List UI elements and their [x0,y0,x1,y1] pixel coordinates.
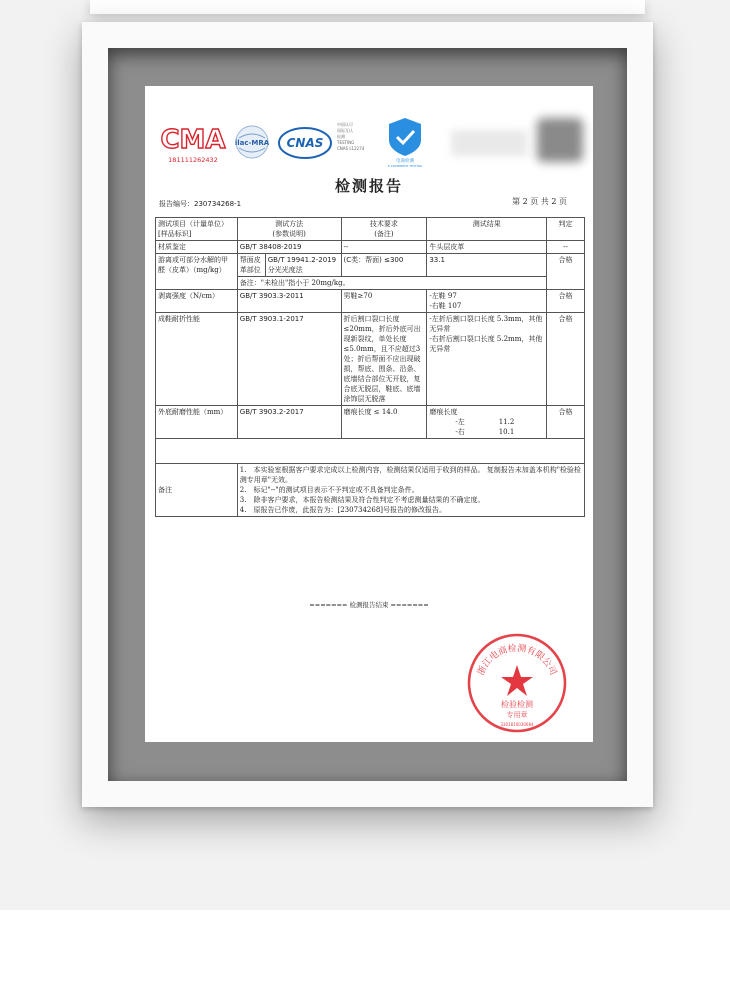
header-item: 测试项目（计量单位） [样品标识] [156,218,238,241]
table-row [156,254,585,277]
row-judgement: 合格 [547,313,585,406]
table-row [156,313,585,406]
remarks-row [156,464,585,517]
cnas-caption-line: 国际互认 [337,128,353,133]
table-row [156,290,585,313]
row-requirement: 磨痕长度 ≤ 14.0 [341,406,427,439]
cnas-text: CNAS [286,136,324,150]
row-requirement: 男鞋≥70 [341,290,427,313]
remark-line: 2. 标记"--"的测试项目表示不予判定或不具备判定条件。 [239,486,419,494]
row-item: 材质鉴定 [156,241,238,254]
row-requirement: (C类：帮面) ≤300 [341,254,427,277]
empty-cell [156,439,585,464]
row-method: GB/T 19941.2-2019 分光光度法 [265,254,341,277]
logo-row [159,116,579,166]
row-result: 牛头层皮革 [427,241,547,254]
header-requirement: 技术要求 (备注) [341,218,427,241]
seal-star-icon [501,665,533,696]
table-row [156,406,585,439]
row-method: GB/T 3903.1-2017 [237,313,341,406]
cnas-caption-line: TESTING [337,140,355,145]
row-judgement: 合格 [547,290,585,313]
row-result: -左折后割口裂口长度 5.3mm，其他无异常 -右折后割口裂口长度 5.2mm，其他无异常 [427,313,547,406]
official-seal-stamp [465,631,569,735]
cnas-caption [337,122,377,152]
cnas-caption-line: 中国认可 [337,122,353,127]
page-indicator: 第 2 页 共 2 页 [512,197,567,206]
ilac-text: ilac-MRA [234,139,270,147]
cma-logo-text: CMA [160,125,226,155]
row-judgement: 合格 [547,254,585,290]
table-header-row [156,218,585,241]
header-method: 测试方法 (参数说明) [237,218,341,241]
row-result: 33.1 [427,254,547,277]
test-results-table [155,217,585,517]
report-sheet [145,86,593,742]
report-end-marker: ======= 检测报告结束 ======= [309,601,429,609]
row-result: -左鞋 97 -右鞋 107 [427,290,547,313]
row-item: 游离或可部分水解的甲醛（皮革）（mg/kg） [156,254,238,290]
remark-line: 3. 除非客户要求，本报告检测结果及符合性判定不考虑测量结果的不确定度。 [239,496,485,504]
row-method: GB/T 3903.3-2011 [237,290,341,313]
cma-number: 181111262432 [168,156,218,164]
row-requirement: 折后割口裂口长度≤20mm，折后外底可出现新裂纹，单处长度≤5.0mm，且不应超过3处；折后帮面不应出现破损，帮底、围条、沿条、底墙结合部位无开胶，复合底无脱层，鞋底、底墙涂饰层无脱落 [341,313,427,406]
remark-line: 4. 原报告已作废，此报告为：[230734268]号报告的修改报告。 [239,506,447,514]
row-judgement: -- [547,241,585,254]
header-judgement: 判定 [547,218,585,241]
row-requirement: -- [341,241,427,254]
row-item: 外底耐磨性能（mm） [156,406,238,439]
seal-ring-text: 浙江电商检测有限公司 [476,643,558,677]
table-row [156,241,585,254]
row-item: 成鞋耐折性能 [156,313,238,406]
row-result: 磨痕长度 -左 11.2 -右 10.1 [427,406,547,439]
blurred-qr-code [537,118,583,162]
row-item: 剥离强度（N/cm） [156,290,238,313]
seal-number: 3301810030684 [500,722,534,727]
table-empty-row [156,439,585,464]
remark-line: 1. 本实验室根据客户要求完成以上检测内容，检测结果仅适用于收到的样品。 复制报告未加盖本机构"检验检测专用章"无效。 [239,466,581,484]
row-method: GB/T 3903.2-2017 [237,406,341,439]
cnas-caption-line: CNAS L12274 [337,146,365,151]
report-number: 报告编号：230734268-1 [159,200,242,208]
row-judgement: 合格 [547,406,585,439]
header-result: 测试结果 [427,218,547,241]
shield-subtitle: E-COMMERCE TESTING [387,164,423,168]
shield-title: 电商检测 [396,159,414,164]
blurred-logo [451,130,527,156]
row-sample-part: 帮面皮革部位 [237,254,265,277]
ilac-mra-logo [231,124,273,160]
report-title: 检测报告 [334,177,403,195]
seal-center-text: 检验检测 [501,700,533,709]
remarks-label: 备注 [156,464,238,517]
cnas-caption-line: 检测 [337,134,345,139]
remarks-content [237,464,584,517]
row-method: GB/T 38408-2019 [237,241,341,254]
cma-logo [159,122,227,166]
seal-sub-text: 专用章 [506,711,528,719]
row-note: 备注："未检出"指小于 20mg/kg。 [237,277,546,290]
upper-frame-edge [90,0,645,14]
ecommerce-testing-shield-logo [381,116,429,168]
cnas-logo [277,126,333,160]
